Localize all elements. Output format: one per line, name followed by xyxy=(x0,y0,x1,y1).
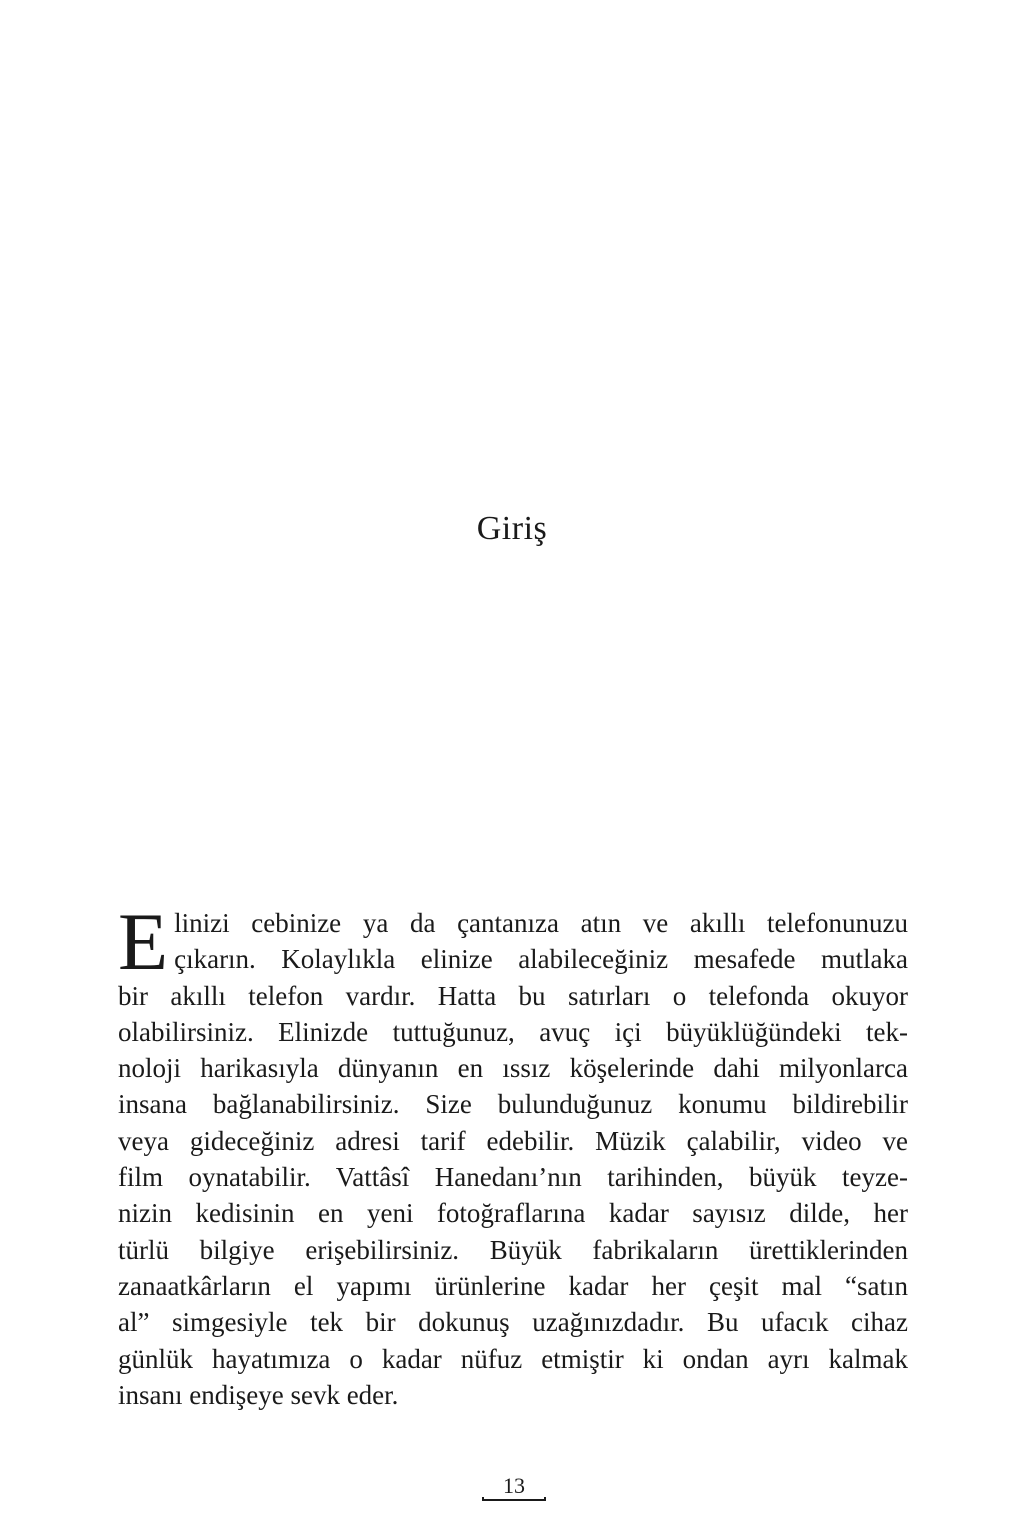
body-paragraph xyxy=(118,896,908,1413)
text-line: al” simgesiyle tek bir dokunuş uzağınızdadır. Bu ufacık cihaz xyxy=(118,1307,908,1338)
text-line: zanaatkârların el yapımı ürünlerine kadar her çeşit mal “satın xyxy=(118,1270,908,1301)
text-line: noloji harikasıyla dünyanın en ıssız köşelerinde dahi milyonlarca xyxy=(118,1053,908,1084)
chapter-title: Giriş xyxy=(476,510,548,547)
text-line: türlü bilgiye erişebilirsiniz. Büyük fabrikaların ürettiklerinden xyxy=(118,1234,908,1265)
drop-cap: E xyxy=(118,896,169,987)
page-footer xyxy=(482,1475,546,1501)
page-number: 13 xyxy=(503,1473,525,1498)
text-line: nizin kedisinin en yeni fotoğraflarına kadar sayısız dilde, her xyxy=(118,1198,908,1229)
text-line: çıkarın. Kolaylıkla elinize alabileceğiniz mesafede mutlaka xyxy=(174,944,908,975)
text-line: veya gideceğiniz adresi tarif edebilir. Müzik çalabilir, video ve xyxy=(118,1125,908,1156)
text-line: günlük hayatımıza o kadar nüfuz etmiştir ki ondan ayrı kalmak xyxy=(118,1343,908,1374)
text-line: linizi cebinize ya da çantanıza atın ve akıllı telefonunuzu xyxy=(174,908,908,938)
text-line: film oynatabilir. Vattâsî Hanedanı’nın tarihinden, büyük teyze- xyxy=(118,1162,908,1193)
page-number-rule xyxy=(482,1497,546,1501)
text-line: insanı endişeye sevk eder. xyxy=(118,1379,399,1410)
text-line: bir akıllı telefon vardır. Hatta bu satırları o telefonda okuyor xyxy=(118,980,908,1011)
text-line: olabilirsiniz. Elinizde tuttuğunuz, avuç içi büyüklüğündeki tek- xyxy=(118,1016,908,1047)
text-line: insana bağlanabilirsiniz. Size bulunduğunuz konumu bildirebilir xyxy=(118,1089,908,1120)
